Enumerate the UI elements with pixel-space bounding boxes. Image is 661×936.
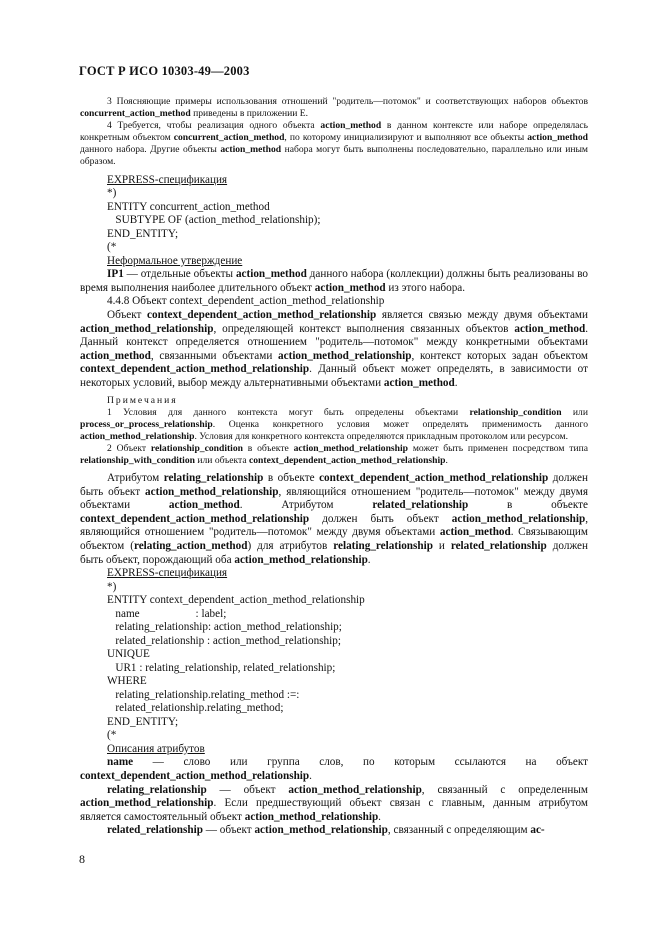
note-item-2: 2 Объект relationship_condition в объекте action_method_relationship может быть применен посредством типа relationship_with_condition или объекта context_dependent_action_method_relationship. (80, 442, 588, 466)
attribute-related: related_relationship — объект action_method_relationship, связанный с определяющим ac- (107, 824, 545, 837)
note-item-1: 1 Условия для данного контекста могут быть определены объектами relationship_condition или process_or_process_relationship. Оценка конкретного условия может определять применимость данного action_method_relationship. Условия для конкретного контекста определяются прикладным протоколом или ресурсом. (80, 406, 588, 442)
note-4: 4 Требуется, чтобы реализация одного объекта action_method в данном контексте или наборе определялась конкретным объектом concurrent_action_method, по которому инициализируют и выполняют все объекты action_method данного набора. Другие объекты action_method набора могут быть выполнены последовательно, параллельно или иным образом. (80, 120, 589, 168)
attributes-paragraph: Атрибутом relating_relationship в объекте context_dependent_action_method_relationship должен быть объект action_method_relationship, являющийся отношением "родитель—потомок" между двумя объектами action_method. Атрибутом related_relationship в объекте context_dependent_action_method_relationship должен быть объект action_method_relationship, являющийся отношением "родитель—потомок" между двумя объектами action_method. Связывающим объектом (relating_action_method) для атрибутов relating_relationship и related_relationship должен быть объект, порождающий оба action_method_relationship. (80, 472, 588, 566)
informal-heading: Неформальное утверждение (107, 254, 243, 267)
express-line: WHERE (107, 675, 147, 688)
express-line: ENTITY concurrent_action_method (107, 200, 270, 213)
section-title: 4.4.8 Объект context_dependent_action_method_relationship (107, 295, 385, 308)
attribute-name: name — слово или группа слов, по которым ссылаются на объект context_dependent_action_method_relationship. (80, 756, 588, 782)
express-line: related_relationship : action_method_relationship; (107, 634, 341, 647)
page-header: ГОСТ Р ИСО 10303-49—2003 (79, 64, 250, 78)
express-line: UNIQUE (107, 648, 150, 661)
express-line: END_ENTITY; (107, 715, 179, 728)
express-line: ENTITY context_dependent_action_method_relationship (107, 594, 365, 607)
attributes-heading: Описания атрибутов (107, 742, 205, 755)
section-text: Объект context_dependent_action_method_relationship является связью между двумя объектами action_method_relationship, определяющей контекст выполнения связанных объектов action_method. Данный контекст определяется отношением "родитель—потомок" между конкретными объектами action_method, связанными объектами action_method_relationship, контекст которых задан объектом context_dependent_action_method_relationship. Данный объект может определять, в зависимости от некоторых условий, выбор между альтернативными объектами action_method. (80, 309, 588, 389)
attribute-relating: relating_relationship — объект action_method_relationship, связанный с определенным action_method_relationship. Если предшествующий объект связан с главным, данным атрибутом является самостоятельный объект action_method_relationship. (80, 783, 588, 823)
express-line: (* (107, 241, 117, 254)
express-line: UR1 : relating_relationship, related_relationship; (107, 661, 336, 674)
express-line: relating_relationship.relating_method :=: (107, 688, 300, 701)
notes-heading: Примечания (107, 394, 178, 406)
express-line: END_ENTITY; (107, 227, 179, 240)
express-line: related_relationship.relating_method; (107, 702, 284, 715)
express-line: *) (107, 187, 117, 200)
express-heading-2: EXPRESS-спецификация (107, 567, 228, 580)
page-body (80, 96, 588, 838)
express-line: SUBTYPE OF (action_method_relationship); (107, 214, 321, 227)
express-heading-1: EXPRESS-спецификация (107, 173, 228, 186)
express-line: (* (107, 729, 117, 742)
informal-text: IP1 — отдельные объекты action_method данного набора (коллекции) должны быть реализованы во время выполнения наиболее длительного объект action_method из этого набора. (80, 268, 588, 294)
note-3: 3 Поясняющие примеры использования отношений "родитель—потомок" и соответствующих наборов объектов concurrent_action_method приведены в приложении Е. (80, 96, 588, 120)
express-line: name : label; (107, 607, 227, 620)
express-line: *) (107, 580, 117, 593)
express-line: relating_relationship: action_method_relationship; (107, 621, 342, 634)
page-number: 8 (79, 852, 85, 866)
